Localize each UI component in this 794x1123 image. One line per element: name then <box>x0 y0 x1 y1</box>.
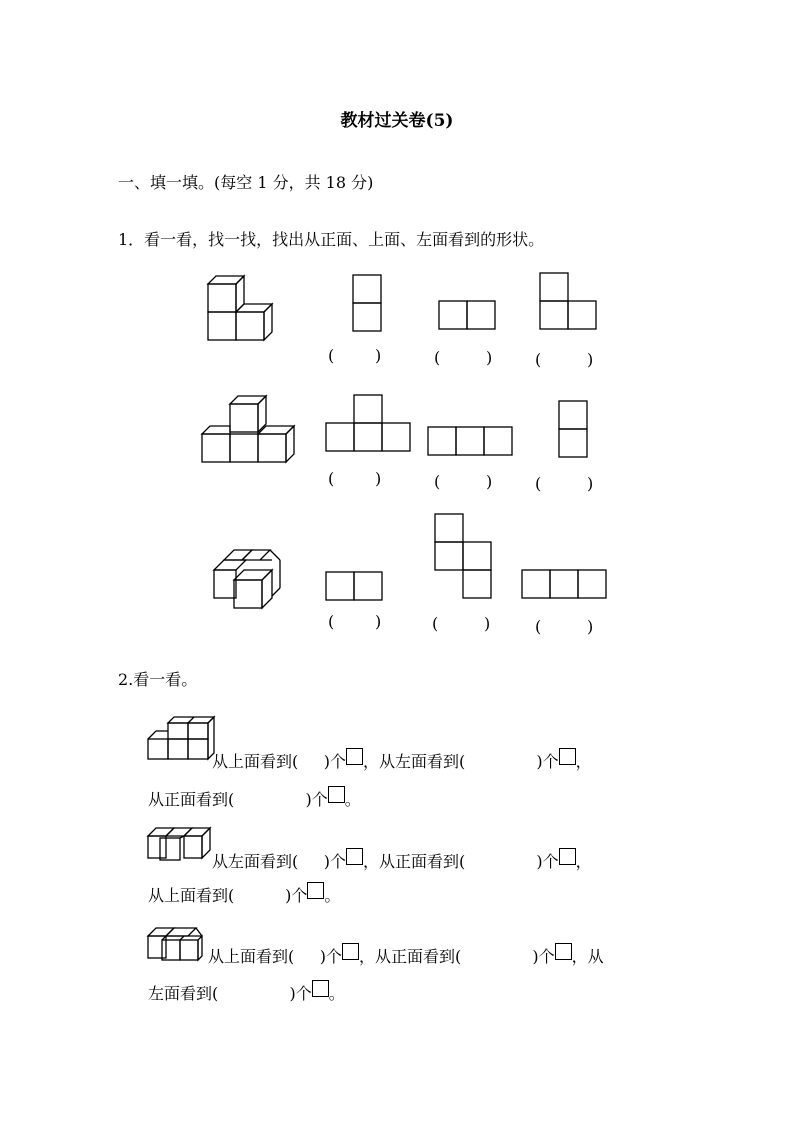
answer-blank-2c[interactable]: ( ) <box>535 474 594 493</box>
question-1-prompt: 1．看一看，找一找，找出从正面、上面、左面看到的形状。 <box>118 230 545 249</box>
cube-solid-1 <box>200 268 280 348</box>
answer-blank-1a[interactable]: ( ) <box>328 346 382 365</box>
answer-blank-2b[interactable]: ( ) <box>434 472 493 491</box>
answer-blank-3b[interactable]: ( ) <box>432 614 491 633</box>
q2-item-3-line-1: 从上面看到( )个 ，从正面看到( )个 ，从 <box>208 943 604 967</box>
square-icon <box>346 748 363 765</box>
answer-blank-3a[interactable]: ( ) <box>328 612 382 631</box>
square-icon <box>312 980 329 997</box>
q2-item-3-line-2: 左面看到( )个 。 <box>148 980 345 1004</box>
view-option-1b <box>436 298 506 338</box>
cube-solid-2 <box>200 390 310 470</box>
view-option-2b <box>425 424 525 464</box>
view-option-3c <box>519 567 619 607</box>
cube-solid-3 <box>212 548 292 618</box>
square-icon <box>555 943 572 960</box>
answer-blank-1b[interactable]: ( ) <box>434 348 493 367</box>
view-option-2a <box>323 392 423 462</box>
view-option-2c <box>556 398 596 468</box>
q2-item-2-line-2: 从上面看到( )个 。 <box>148 882 340 906</box>
section-heading: 一、填一填。(每空 1 分，共 18 分) <box>118 173 374 192</box>
page-title: 教材过关卷(5) <box>340 111 454 131</box>
square-icon <box>559 748 576 765</box>
cube-solid-q2-1 <box>146 715 216 765</box>
square-icon <box>307 882 324 899</box>
answer-blank-1c[interactable]: ( ) <box>535 350 594 369</box>
cube-solid-q2-3 <box>146 926 216 966</box>
answer-blank-2a[interactable]: ( ) <box>328 469 382 488</box>
q2-item-1-line-2: 从正面看到( )个 。 <box>148 786 361 810</box>
square-icon <box>346 848 363 865</box>
square-icon <box>342 943 359 960</box>
view-option-3b <box>432 511 502 611</box>
view-option-1c <box>537 270 607 340</box>
q2-item-2-line-1: 从左面看到( )个 ，从正面看到( )个 ， <box>212 848 592 872</box>
q2-item-1-line-1: 从上面看到( )个 ，从左面看到( )个 ， <box>212 748 592 772</box>
view-option-1a <box>350 272 390 342</box>
cube-solid-q2-2 <box>146 826 216 866</box>
view-option-3a <box>323 569 393 609</box>
square-icon <box>559 848 576 865</box>
square-icon <box>328 786 345 803</box>
answer-blank-3c[interactable]: ( ) <box>535 617 594 636</box>
question-2-prompt: 2.看一看。 <box>118 670 198 689</box>
